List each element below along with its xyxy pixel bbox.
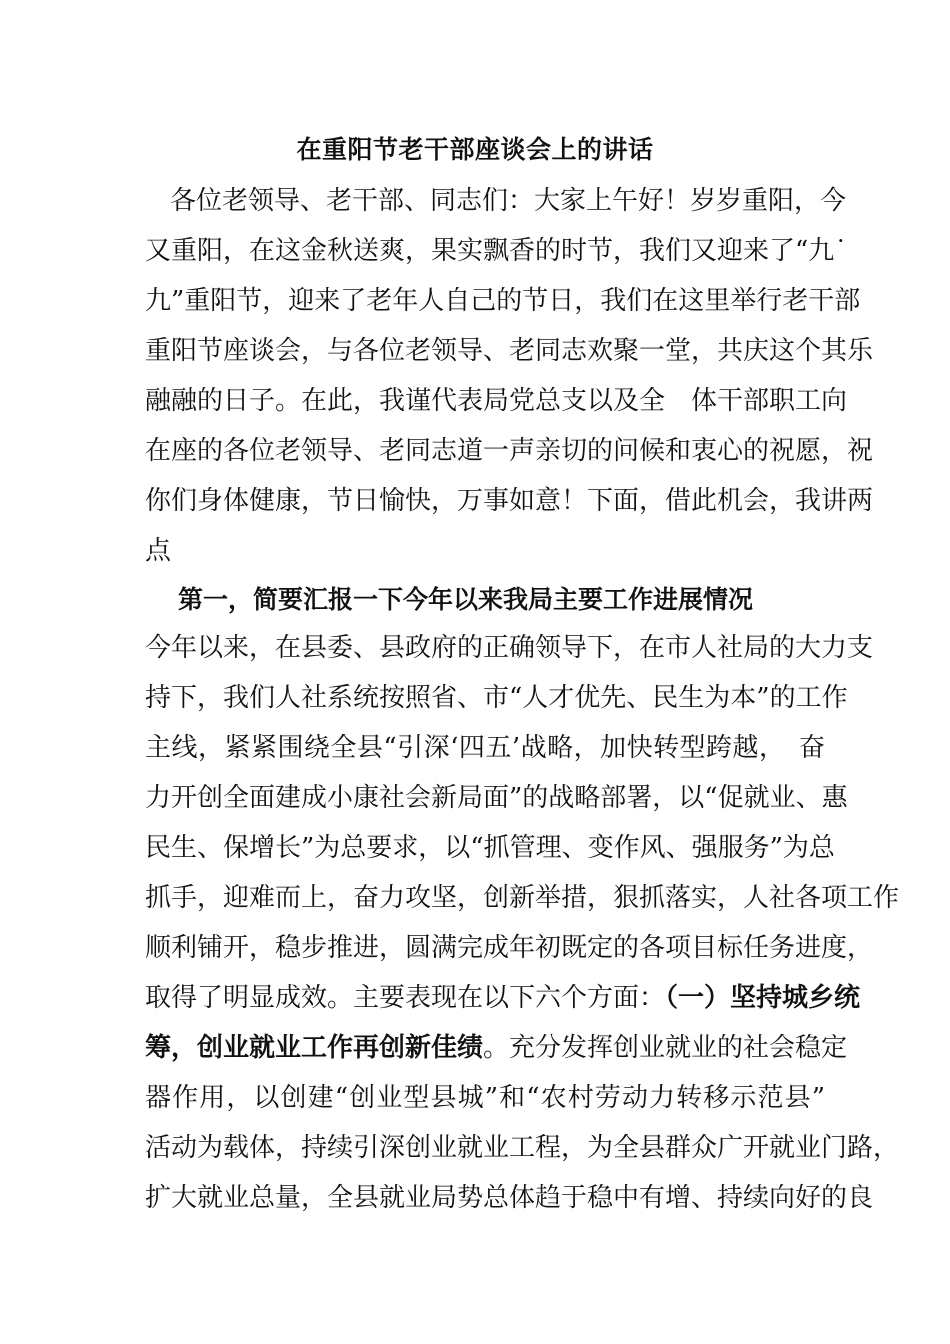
paragraph-line: 融融的日子。在此，我谨代表局党总支以及全 体干部职工向 <box>145 386 848 416</box>
subsection-heading-part: （一）坚持城乡统 <box>665 983 861 1013</box>
subsection-heading-part: 筹，创业就业工作再创新佳绩 <box>145 1033 484 1063</box>
paragraph-line: 重阳节座谈会，与各位老领导、老同志欢聚一堂，共庆这个其乐 <box>145 336 874 366</box>
paragraph-line: 主线，紧紧围绕全县“引深‘四五’战略，加快转型跨越， 奋 <box>145 733 825 763</box>
paragraph-line: 又重阳，在这金秋送爽，果实飘香的时节，我们又迎来了“九˙ <box>145 236 848 266</box>
paragraph-text: 取得了明显成效。主要表现在以下六个方面： <box>145 983 666 1013</box>
paragraph-line-mixed <box>145 978 861 1018</box>
paragraph-line: 器作用，以创建“创业型县城”和“农村劳动力转移示范县” <box>145 1083 825 1113</box>
section-heading: 第一，简要汇报一下今年以来我局主要工作进展情况 <box>178 585 754 614</box>
paragraph-line: 民生、保增长”为总要求，以“抓管理、变作风、强服务”为总 <box>145 833 835 863</box>
paragraph-line: 扩大就业总量，全县就业局势总体趋于稳中有增、持续向好的良 <box>145 1183 874 1213</box>
paragraph-text: 。充分发挥创业就业的社会稳定 <box>483 1033 848 1063</box>
paragraph-line-mixed <box>145 1028 848 1068</box>
paragraph-line: 九”重阳节，迎来了老年人自己的节日，我们在这里举行老干部 <box>145 286 861 316</box>
paragraph-line: 持下，我们人社系统按照省、市“人才优先、民生为本”的工作 <box>145 683 848 713</box>
paragraph-line: 在座的各位老领导、老同志道一声亲切的问候和衷心的祝愿，祝 <box>145 436 874 466</box>
paragraph-line: 力开创全面建成小康社会新局面”的战略部署，以“促就业、惠 <box>145 783 848 813</box>
document-title: 在重阳节老干部座谈会上的讲话 <box>296 135 654 164</box>
paragraph-line: 你们身体健康，节日愉快，万事如意！下面，借此机会，我讲两 <box>145 486 874 516</box>
paragraph-line: 抓手，迎难而上，奋力攻坚，创新举措，狠抓落实，人社各项工作 <box>145 883 900 913</box>
paragraph-line: 活动为载体，持续引深创业就业工程，为全县群众广开就业门路， <box>145 1133 900 1163</box>
paragraph-line: 今年以来，在县委、县政府的正确领导下，在市人社局的大力支 <box>145 633 874 663</box>
paragraph-line: 点 <box>145 536 172 566</box>
paragraph-line: 各位老领导、老干部、同志们：大家上午好！岁岁重阳，今 <box>170 186 847 216</box>
paragraph-line: 顺利铺开，稳步推进，圆满完成年初既定的各项目标任务进度， <box>145 933 874 963</box>
